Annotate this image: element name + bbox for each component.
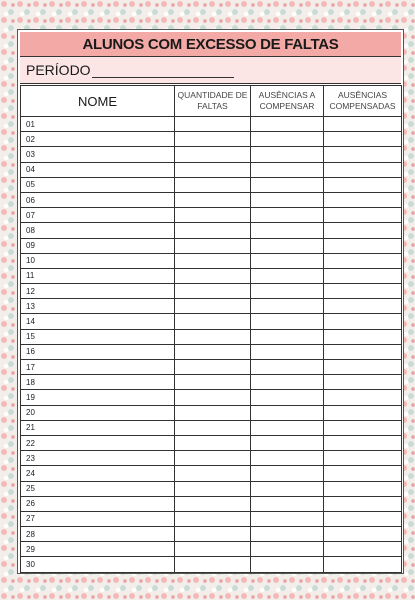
absences-compensated-cell[interactable] xyxy=(324,527,402,542)
table-row xyxy=(21,542,402,557)
table-row xyxy=(21,284,402,299)
absences-count-cell[interactable] xyxy=(175,329,251,344)
absences-count-cell[interactable] xyxy=(175,344,251,359)
table-row xyxy=(21,435,402,450)
absences-to-compensate-cell[interactable] xyxy=(251,390,324,405)
table-row xyxy=(21,223,402,238)
row-number-cell: 10 xyxy=(21,253,175,268)
row-number-cell: 16 xyxy=(21,344,175,359)
absences-to-compensate-cell[interactable] xyxy=(251,223,324,238)
absences-compensated-cell[interactable] xyxy=(324,435,402,450)
absences-to-compensate-cell[interactable] xyxy=(251,466,324,481)
absences-compensated-cell[interactable] xyxy=(324,147,402,162)
absences-count-cell[interactable] xyxy=(175,390,251,405)
table-row xyxy=(21,375,402,390)
row-number-cell: 29 xyxy=(21,542,175,557)
absences-compensated-cell[interactable] xyxy=(324,496,402,511)
absences-compensated-cell[interactable] xyxy=(324,238,402,253)
period-blank-line[interactable] xyxy=(92,63,234,78)
absences-compensated-cell[interactable] xyxy=(324,208,402,223)
students-table xyxy=(20,85,402,573)
absences-to-compensate-cell[interactable] xyxy=(251,451,324,466)
absences-compensated-cell[interactable] xyxy=(324,344,402,359)
absences-count-cell[interactable] xyxy=(175,542,251,557)
absences-to-compensate-cell[interactable] xyxy=(251,511,324,526)
absences-count-cell[interactable] xyxy=(175,481,251,496)
table-row xyxy=(21,557,402,572)
absences-compensated-cell[interactable] xyxy=(324,132,402,147)
absences-to-compensate-cell[interactable] xyxy=(251,314,324,329)
table-row xyxy=(21,253,402,268)
absences-to-compensate-cell[interactable] xyxy=(251,557,324,572)
absences-compensated-cell[interactable] xyxy=(324,466,402,481)
table-row xyxy=(21,192,402,207)
table-row xyxy=(21,208,402,223)
absences-to-compensate-cell[interactable] xyxy=(251,375,324,390)
row-number-cell: 01 xyxy=(21,117,175,132)
header-absences-compensated: AUSÊNCIAS COMPENSADAS xyxy=(324,86,402,117)
absences-compensated-cell[interactable] xyxy=(324,557,402,572)
absences-count-cell[interactable] xyxy=(175,511,251,526)
absences-compensated-cell[interactable] xyxy=(324,481,402,496)
absences-compensated-cell[interactable] xyxy=(324,420,402,435)
table-row xyxy=(21,117,402,132)
attendance-sheet xyxy=(17,29,404,574)
absences-to-compensate-cell[interactable] xyxy=(251,329,324,344)
row-number-cell: 19 xyxy=(21,390,175,405)
absences-compensated-cell[interactable] xyxy=(324,360,402,375)
row-number-cell: 08 xyxy=(21,223,175,238)
table-row xyxy=(21,451,402,466)
absences-compensated-cell[interactable] xyxy=(324,177,402,192)
absences-to-compensate-cell[interactable] xyxy=(251,192,324,207)
row-number-cell: 12 xyxy=(21,284,175,299)
absences-to-compensate-cell[interactable] xyxy=(251,344,324,359)
row-number-cell: 09 xyxy=(21,238,175,253)
header-absences-count: QUANTIDADE DE FALTAS xyxy=(175,86,251,117)
absences-to-compensate-cell[interactable] xyxy=(251,208,324,223)
row-number-cell: 11 xyxy=(21,268,175,283)
table-row xyxy=(21,420,402,435)
row-number-cell: 21 xyxy=(21,420,175,435)
absences-compensated-cell[interactable] xyxy=(324,162,402,177)
absences-count-cell[interactable] xyxy=(175,177,251,192)
absences-compensated-cell[interactable] xyxy=(324,299,402,314)
absences-to-compensate-cell[interactable] xyxy=(251,496,324,511)
row-number-cell: 18 xyxy=(21,375,175,390)
row-number-cell: 22 xyxy=(21,435,175,450)
absences-count-cell[interactable] xyxy=(175,405,251,420)
absences-to-compensate-cell[interactable] xyxy=(251,147,324,162)
absences-compensated-cell[interactable] xyxy=(324,329,402,344)
row-number-cell: 07 xyxy=(21,208,175,223)
table-row xyxy=(21,481,402,496)
absences-count-cell[interactable] xyxy=(175,147,251,162)
absences-to-compensate-cell[interactable] xyxy=(251,117,324,132)
absences-compensated-cell[interactable] xyxy=(324,268,402,283)
row-number-cell: 15 xyxy=(21,329,175,344)
header-name: NOME xyxy=(21,86,175,117)
row-number-cell: 25 xyxy=(21,481,175,496)
absences-to-compensate-cell[interactable] xyxy=(251,284,324,299)
header-absences-to-compensate: AUSÊNCIAS A COMPENSAR xyxy=(251,86,324,117)
absences-compensated-cell[interactable] xyxy=(324,405,402,420)
table-row xyxy=(21,466,402,481)
table-row xyxy=(21,238,402,253)
table-row xyxy=(21,329,402,344)
absences-to-compensate-cell[interactable] xyxy=(251,527,324,542)
absences-count-cell[interactable] xyxy=(175,496,251,511)
table-row xyxy=(21,405,402,420)
absences-compensated-cell[interactable] xyxy=(324,542,402,557)
absences-compensated-cell[interactable] xyxy=(324,117,402,132)
absences-count-cell[interactable] xyxy=(175,451,251,466)
row-number-cell: 03 xyxy=(21,147,175,162)
row-number-cell: 24 xyxy=(21,466,175,481)
table-row xyxy=(21,162,402,177)
absences-to-compensate-cell[interactable] xyxy=(251,299,324,314)
absences-compensated-cell[interactable] xyxy=(324,223,402,238)
absences-compensated-cell[interactable] xyxy=(324,451,402,466)
absences-count-cell[interactable] xyxy=(175,208,251,223)
table-row xyxy=(21,268,402,283)
absences-count-cell[interactable] xyxy=(175,360,251,375)
absences-compensated-cell[interactable] xyxy=(324,284,402,299)
absences-count-cell[interactable] xyxy=(175,435,251,450)
absences-count-cell[interactable] xyxy=(175,527,251,542)
absences-count-cell[interactable] xyxy=(175,117,251,132)
absences-compensated-cell[interactable] xyxy=(324,390,402,405)
table-row xyxy=(21,314,402,329)
row-number-cell: 05 xyxy=(21,177,175,192)
absences-compensated-cell[interactable] xyxy=(324,375,402,390)
absences-count-cell[interactable] xyxy=(175,268,251,283)
absences-to-compensate-cell[interactable] xyxy=(251,132,324,147)
period-row xyxy=(20,57,401,84)
row-number-cell: 30 xyxy=(21,557,175,572)
table-row xyxy=(21,299,402,314)
page-title: ALUNOS COM EXCESSO DE FALTAS xyxy=(82,35,339,53)
absences-to-compensate-cell[interactable] xyxy=(251,177,324,192)
row-number-cell: 26 xyxy=(21,496,175,511)
row-number-cell: 27 xyxy=(21,511,175,526)
absences-to-compensate-cell[interactable] xyxy=(251,435,324,450)
absences-count-cell[interactable] xyxy=(175,420,251,435)
absences-count-cell[interactable] xyxy=(175,375,251,390)
row-number-cell: 20 xyxy=(21,405,175,420)
row-number-cell: 02 xyxy=(21,132,175,147)
absences-count-cell[interactable] xyxy=(175,466,251,481)
absences-to-compensate-cell[interactable] xyxy=(251,360,324,375)
table-row xyxy=(21,132,402,147)
absences-compensated-cell[interactable] xyxy=(324,253,402,268)
table-header-row xyxy=(21,86,402,117)
row-number-cell: 06 xyxy=(21,192,175,207)
row-number-cell: 14 xyxy=(21,314,175,329)
row-number-cell: 23 xyxy=(21,451,175,466)
absences-to-compensate-cell[interactable] xyxy=(251,405,324,420)
absences-count-cell[interactable] xyxy=(175,192,251,207)
absences-to-compensate-cell[interactable] xyxy=(251,253,324,268)
table-row xyxy=(21,360,402,375)
row-number-cell: 28 xyxy=(21,527,175,542)
row-number-cell: 13 xyxy=(21,299,175,314)
table-row xyxy=(21,496,402,511)
period-label: PERÍODO xyxy=(26,62,91,78)
absences-count-cell[interactable] xyxy=(175,284,251,299)
absences-to-compensate-cell[interactable] xyxy=(251,420,324,435)
absences-count-cell[interactable] xyxy=(175,238,251,253)
absences-count-cell[interactable] xyxy=(175,223,251,238)
absences-count-cell[interactable] xyxy=(175,314,251,329)
table-row xyxy=(21,511,402,526)
absences-count-cell[interactable] xyxy=(175,299,251,314)
absences-to-compensate-cell[interactable] xyxy=(251,162,324,177)
table-row xyxy=(21,344,402,359)
absences-to-compensate-cell[interactable] xyxy=(251,542,324,557)
row-number-cell: 17 xyxy=(21,360,175,375)
table-row xyxy=(21,527,402,542)
table-row xyxy=(21,147,402,162)
table-row xyxy=(21,177,402,192)
absences-to-compensate-cell[interactable] xyxy=(251,481,324,496)
absences-compensated-cell[interactable] xyxy=(324,314,402,329)
title-bar xyxy=(20,32,401,57)
absences-count-cell[interactable] xyxy=(175,253,251,268)
absences-count-cell[interactable] xyxy=(175,132,251,147)
absences-count-cell[interactable] xyxy=(175,557,251,572)
absences-compensated-cell[interactable] xyxy=(324,511,402,526)
absences-count-cell[interactable] xyxy=(175,162,251,177)
table-row xyxy=(21,390,402,405)
absences-to-compensate-cell[interactable] xyxy=(251,238,324,253)
row-number-cell: 04 xyxy=(21,162,175,177)
absences-compensated-cell[interactable] xyxy=(324,192,402,207)
absences-to-compensate-cell[interactable] xyxy=(251,268,324,283)
